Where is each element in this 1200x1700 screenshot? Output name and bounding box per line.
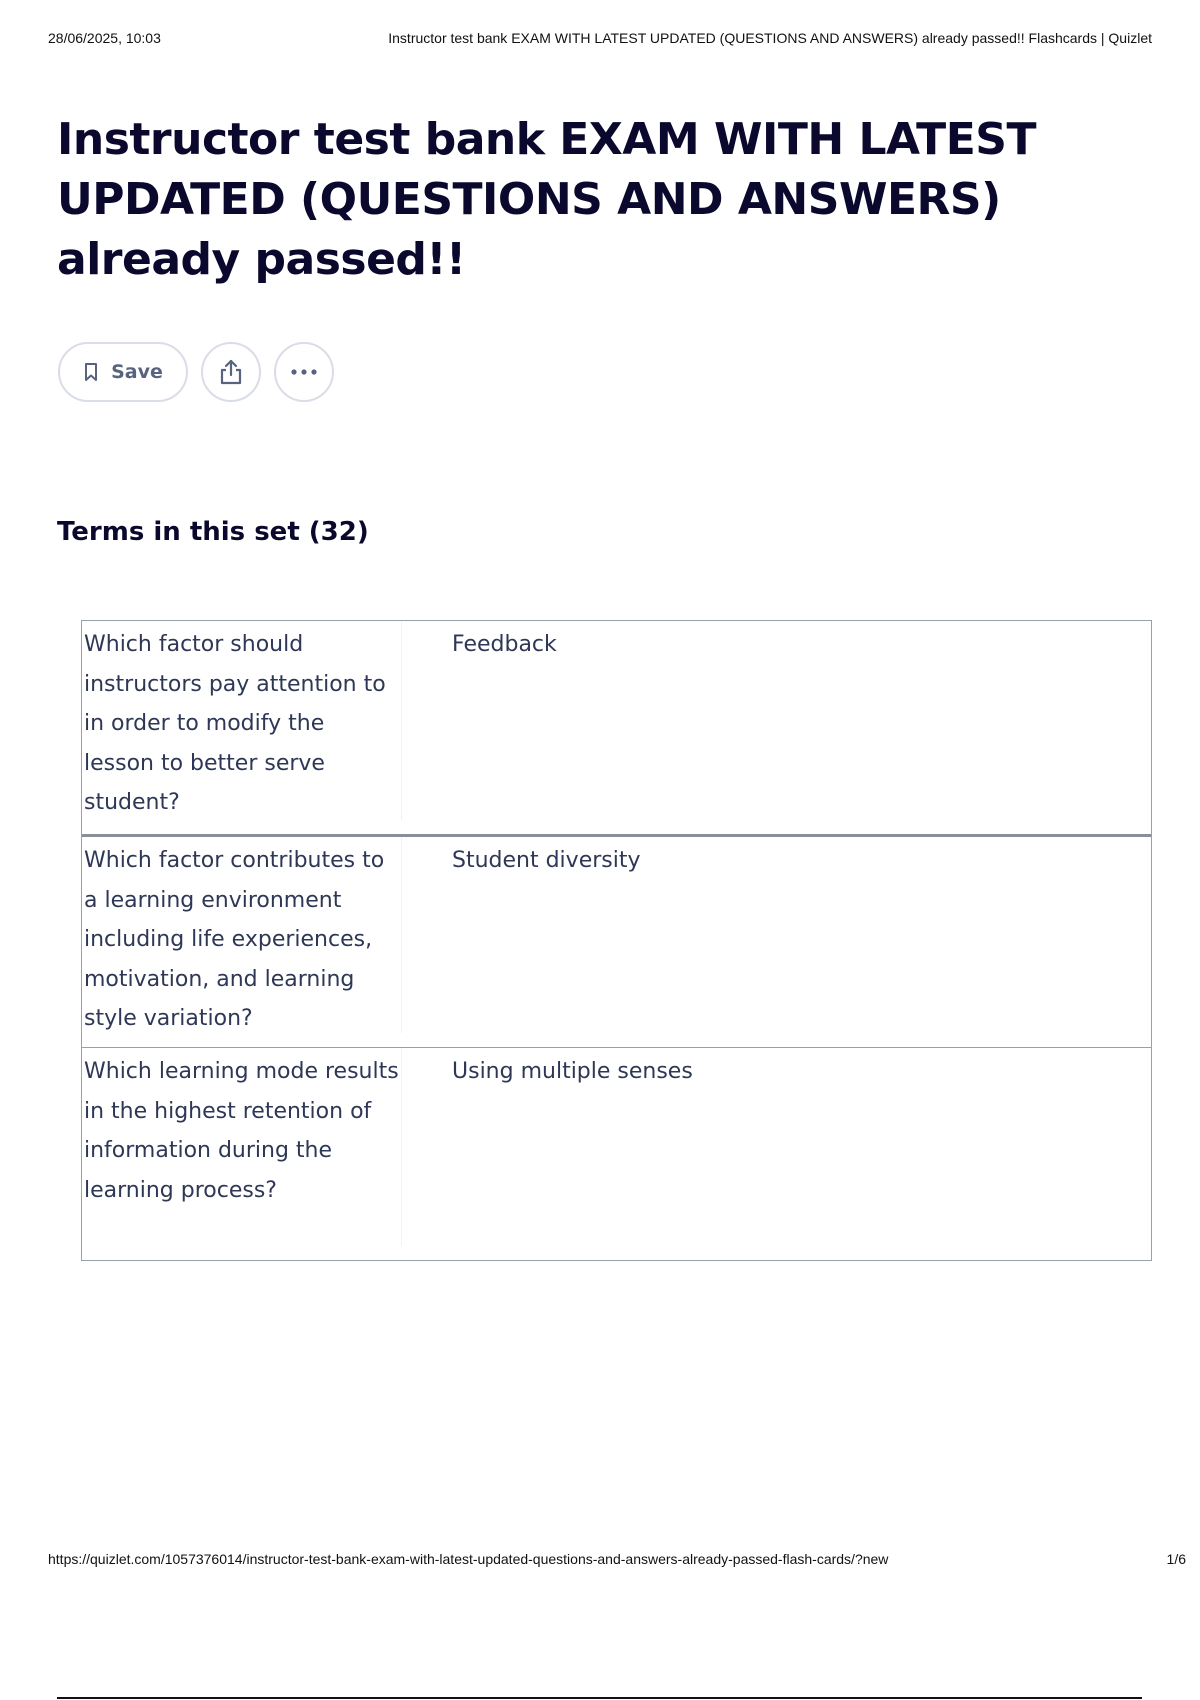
print-document-title: Instructor test bank EXAM WITH LATEST UPDATED (QUESTIONS AND ANSWERS) already passed!! Flashcards | Quizlet [388, 30, 1152, 46]
share-button[interactable] [201, 342, 261, 402]
more-options-button[interactable] [274, 342, 334, 402]
page-title: Instructor test bank EXAM WITH LATEST UPDATED (QUESTIONS AND ANSWERS) already passed!! [57, 114, 1036, 285]
print-datetime: 28/06/2025, 10:03 [48, 30, 161, 46]
page-number: 1/6 [1166, 1551, 1186, 1567]
definition-text: Feedback [452, 632, 557, 657]
save-button-label: Save [111, 361, 163, 383]
print-footer [48, 1551, 1186, 1571]
print-header [48, 30, 1152, 50]
share-icon [218, 358, 244, 386]
definition-text: Using multiple senses [452, 1059, 693, 1084]
bookmark-icon [83, 362, 99, 382]
save-button[interactable] [58, 342, 188, 402]
set-actions [58, 342, 334, 402]
terms-heading: Terms in this set (32) [57, 517, 369, 547]
page-url: https://quizlet.com/1057376014/instructor-test-bank-exam-with-latest-updated-questions-and-answers-already-passed-flash-cards/?new [48, 1551, 889, 1567]
term-row [82, 834, 1151, 1047]
term-text: Which learning mode results in the highest retention of information during the learning process? [82, 1048, 402, 1246]
terms-table [81, 620, 1152, 1261]
term-row [82, 1047, 1151, 1260]
more-icon [289, 368, 319, 376]
term-row [82, 621, 1151, 834]
definition-text: Student diversity [452, 848, 641, 873]
page-divider [57, 1697, 1142, 1699]
term-text: Which factor contributes to a learning environment including life experiences, motivation, and learning style variation? [82, 837, 402, 1033]
term-text: Which factor should instructors pay attention to in order to modify the lesson to better serve student? [82, 621, 402, 820]
